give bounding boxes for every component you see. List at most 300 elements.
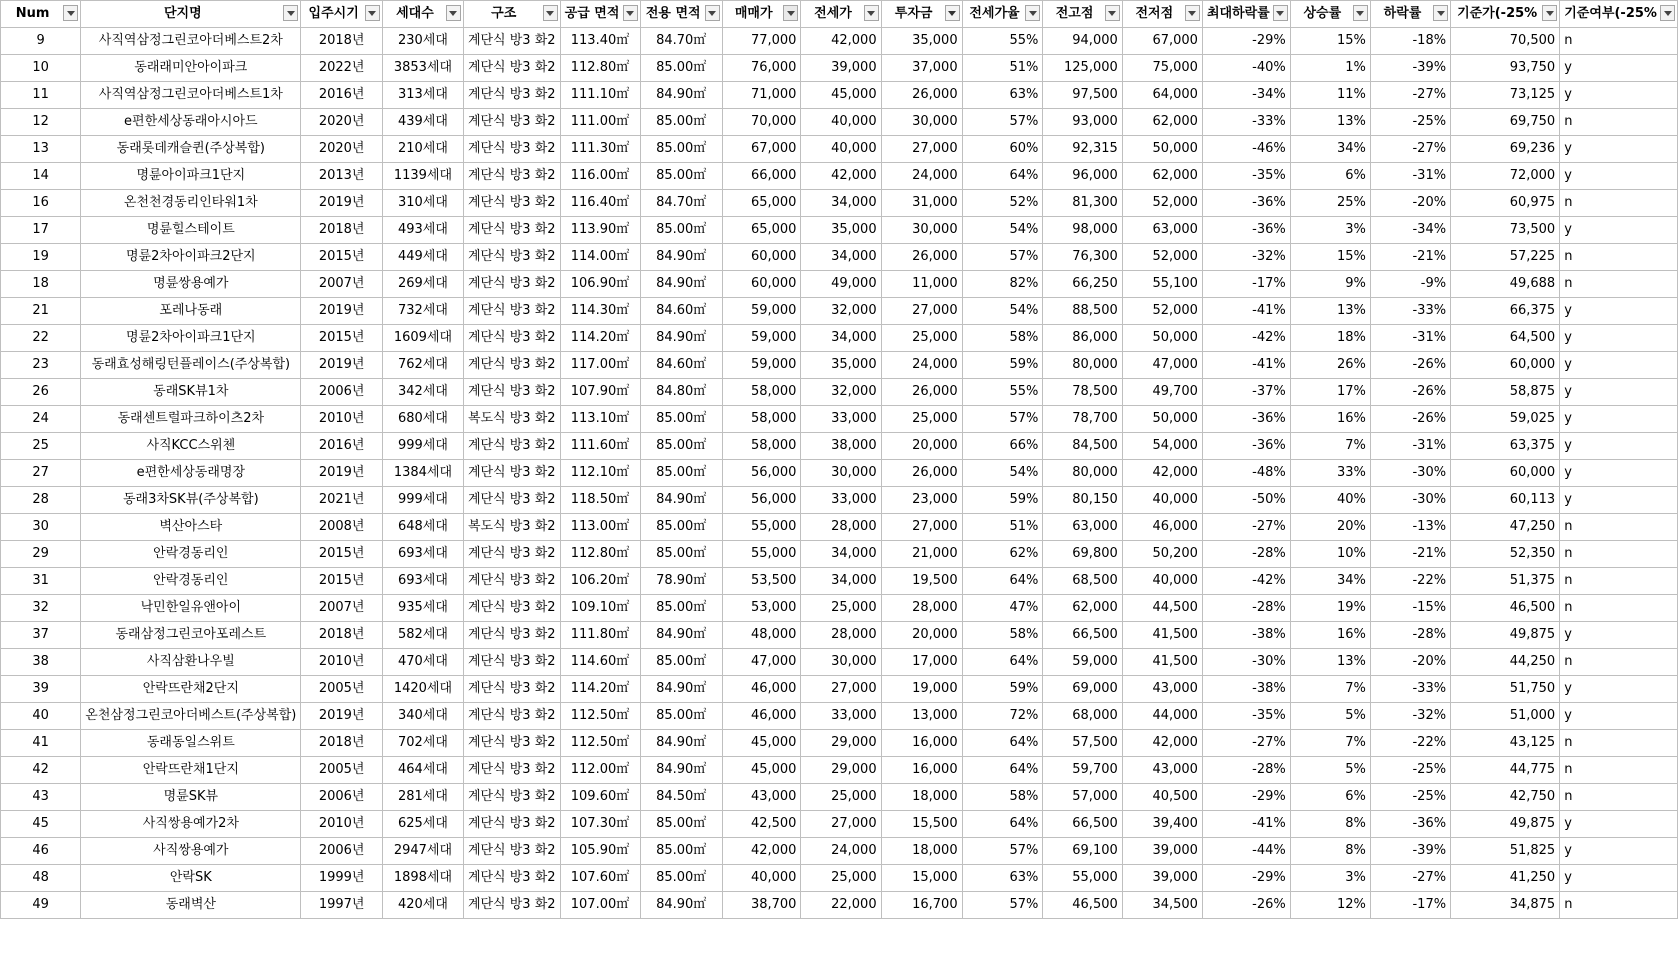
cell-complex-name[interactable]: 명륜쌍용예가	[81, 271, 301, 298]
cell-structure[interactable]: 계단식 방3 화2	[463, 703, 560, 730]
cell-previous-high[interactable]: 84,500	[1043, 433, 1122, 460]
cell-max-drop-rate[interactable]: -40%	[1202, 55, 1290, 82]
cell-base-flag[interactable]: n	[1560, 568, 1678, 595]
cell-previous-high[interactable]: 62,000	[1043, 595, 1122, 622]
cell-max-drop-rate[interactable]: -36%	[1202, 190, 1290, 217]
cell-rise-rate[interactable]: 8%	[1290, 811, 1370, 838]
cell-num[interactable]: 32	[1, 595, 81, 622]
cell-jeonse-ratio[interactable]: 55%	[962, 379, 1043, 406]
cell-base-price[interactable]: 52,350	[1451, 541, 1560, 568]
cell-max-drop-rate[interactable]: -46%	[1202, 136, 1290, 163]
cell-structure[interactable]: 계단식 방3 화2	[463, 325, 560, 352]
cell-max-drop-rate[interactable]: -27%	[1202, 514, 1290, 541]
cell-move-in-year[interactable]: 2010년	[301, 406, 383, 433]
cell-base-price[interactable]: 60,113	[1451, 487, 1560, 514]
cell-households[interactable]: 732세대	[382, 298, 463, 325]
cell-jeonse-ratio[interactable]: 54%	[962, 217, 1043, 244]
cell-supply-area[interactable]: 117.00㎡	[560, 352, 640, 379]
cell-supply-area[interactable]: 111.60㎡	[560, 433, 640, 460]
cell-households[interactable]: 693세대	[382, 541, 463, 568]
cell-rise-rate[interactable]: 11%	[1290, 82, 1370, 109]
cell-previous-high[interactable]: 66,500	[1043, 811, 1122, 838]
cell-base-price[interactable]: 59,025	[1451, 406, 1560, 433]
cell-structure[interactable]: 계단식 방3 화2	[463, 136, 560, 163]
cell-jeonse-ratio[interactable]: 55%	[962, 28, 1043, 55]
cell-num[interactable]: 22	[1, 325, 81, 352]
cell-max-drop-rate[interactable]: -36%	[1202, 217, 1290, 244]
cell-base-price[interactable]: 69,750	[1451, 109, 1560, 136]
cell-jeonse-ratio[interactable]: 47%	[962, 595, 1043, 622]
cell-complex-name[interactable]: 온천삼정그린코아더베스트(주상복합)	[81, 703, 301, 730]
cell-jeonse-ratio[interactable]: 59%	[962, 352, 1043, 379]
cell-move-in-year[interactable]: 2018년	[301, 28, 383, 55]
cell-exclusive-area[interactable]: 84.50㎡	[640, 784, 722, 811]
cell-sale-price[interactable]: 40,000	[722, 865, 801, 892]
cell-sale-price[interactable]: 56,000	[722, 460, 801, 487]
cell-structure[interactable]: 계단식 방3 화2	[463, 82, 560, 109]
cell-base-flag[interactable]: y	[1560, 217, 1678, 244]
cell-complex-name[interactable]: 포레나동래	[81, 298, 301, 325]
cell-jeonse-ratio[interactable]: 63%	[962, 865, 1043, 892]
cell-base-flag[interactable]: y	[1560, 163, 1678, 190]
cell-jeonse-price[interactable]: 35,000	[801, 217, 881, 244]
cell-complex-name[interactable]: 사직역삼정그린코아더베스트2차	[81, 28, 301, 55]
cell-supply-area[interactable]: 118.50㎡	[560, 487, 640, 514]
cell-base-price[interactable]: 63,375	[1451, 433, 1560, 460]
cell-drop-rate[interactable]: -32%	[1370, 703, 1450, 730]
header-investment[interactable]	[881, 1, 962, 28]
cell-supply-area[interactable]: 112.10㎡	[560, 460, 640, 487]
cell-structure[interactable]: 계단식 방3 화2	[463, 865, 560, 892]
cell-supply-area[interactable]: 116.00㎡	[560, 163, 640, 190]
cell-previous-high[interactable]: 94,000	[1043, 28, 1122, 55]
cell-sale-price[interactable]: 53,000	[722, 595, 801, 622]
cell-exclusive-area[interactable]: 84.90㎡	[640, 271, 722, 298]
cell-move-in-year[interactable]: 2019년	[301, 298, 383, 325]
cell-base-price[interactable]: 57,225	[1451, 244, 1560, 271]
cell-complex-name[interactable]: 사직KCC스위첸	[81, 433, 301, 460]
cell-complex-name[interactable]: 동래벽산	[81, 892, 301, 919]
header-complex-name[interactable]	[81, 1, 301, 28]
cell-rise-rate[interactable]: 13%	[1290, 649, 1370, 676]
header-max-drop-rate[interactable]	[1202, 1, 1290, 28]
filter-dropdown-icon[interactable]	[446, 5, 461, 21]
cell-investment[interactable]: 21,000	[881, 541, 962, 568]
cell-jeonse-price[interactable]: 24,000	[801, 838, 881, 865]
cell-households[interactable]: 470세대	[382, 649, 463, 676]
cell-rise-rate[interactable]: 26%	[1290, 352, 1370, 379]
cell-sale-price[interactable]: 53,500	[722, 568, 801, 595]
cell-structure[interactable]: 계단식 방3 화2	[463, 55, 560, 82]
cell-base-price[interactable]: 42,750	[1451, 784, 1560, 811]
cell-max-drop-rate[interactable]: -42%	[1202, 325, 1290, 352]
cell-base-price[interactable]: 66,375	[1451, 298, 1560, 325]
cell-households[interactable]: 342세대	[382, 379, 463, 406]
cell-sale-price[interactable]: 42,000	[722, 838, 801, 865]
cell-complex-name[interactable]: 명륜2차아이파크1단지	[81, 325, 301, 352]
cell-move-in-year[interactable]: 2010년	[301, 649, 383, 676]
filter-dropdown-icon[interactable]	[1433, 5, 1448, 21]
cell-base-flag[interactable]: n	[1560, 595, 1678, 622]
cell-base-price[interactable]: 43,125	[1451, 730, 1560, 757]
cell-base-price[interactable]: 47,250	[1451, 514, 1560, 541]
filter-dropdown-icon[interactable]	[945, 5, 960, 21]
cell-base-flag[interactable]: y	[1560, 136, 1678, 163]
cell-complex-name[interactable]: 동래센트럴파크하이츠2차	[81, 406, 301, 433]
cell-jeonse-ratio[interactable]: 57%	[962, 892, 1043, 919]
cell-investment[interactable]: 30,000	[881, 217, 962, 244]
cell-move-in-year[interactable]: 2006년	[301, 784, 383, 811]
cell-jeonse-price[interactable]: 30,000	[801, 460, 881, 487]
cell-drop-rate[interactable]: -15%	[1370, 595, 1450, 622]
cell-supply-area[interactable]: 112.80㎡	[560, 55, 640, 82]
cell-investment[interactable]: 24,000	[881, 352, 962, 379]
cell-investment[interactable]: 35,000	[881, 28, 962, 55]
cell-max-drop-rate[interactable]: -37%	[1202, 379, 1290, 406]
cell-sale-price[interactable]: 47,000	[722, 649, 801, 676]
cell-base-flag[interactable]: n	[1560, 109, 1678, 136]
header-drop-rate[interactable]	[1370, 1, 1450, 28]
filter-dropdown-icon[interactable]	[365, 5, 380, 21]
cell-jeonse-ratio[interactable]: 58%	[962, 622, 1043, 649]
cell-drop-rate[interactable]: -31%	[1370, 433, 1450, 460]
cell-max-drop-rate[interactable]: -27%	[1202, 730, 1290, 757]
cell-sale-price[interactable]: 45,000	[722, 730, 801, 757]
cell-sale-price[interactable]: 46,000	[722, 703, 801, 730]
cell-drop-rate[interactable]: -33%	[1370, 298, 1450, 325]
cell-max-drop-rate[interactable]: -17%	[1202, 271, 1290, 298]
cell-exclusive-area[interactable]: 84.60㎡	[640, 352, 722, 379]
cell-move-in-year[interactable]: 2016년	[301, 433, 383, 460]
filter-dropdown-icon[interactable]	[543, 5, 558, 21]
header-structure[interactable]	[463, 1, 560, 28]
cell-supply-area[interactable]: 116.40㎡	[560, 190, 640, 217]
cell-investment[interactable]: 16,700	[881, 892, 962, 919]
cell-exclusive-area[interactable]: 85.00㎡	[640, 703, 722, 730]
cell-investment[interactable]: 16,000	[881, 730, 962, 757]
cell-rise-rate[interactable]: 10%	[1290, 541, 1370, 568]
cell-rise-rate[interactable]: 16%	[1290, 406, 1370, 433]
cell-jeonse-ratio[interactable]: 64%	[962, 568, 1043, 595]
cell-max-drop-rate[interactable]: -29%	[1202, 784, 1290, 811]
cell-base-price[interactable]: 44,775	[1451, 757, 1560, 784]
cell-move-in-year[interactable]: 2013년	[301, 163, 383, 190]
cell-rise-rate[interactable]: 1%	[1290, 55, 1370, 82]
cell-move-in-year[interactable]: 1999년	[301, 865, 383, 892]
header-base-flag[interactable]	[1560, 1, 1678, 28]
cell-drop-rate[interactable]: -28%	[1370, 622, 1450, 649]
cell-jeonse-price[interactable]: 40,000	[801, 109, 881, 136]
cell-investment[interactable]: 27,000	[881, 136, 962, 163]
cell-num[interactable]: 18	[1, 271, 81, 298]
cell-complex-name[interactable]: 안락뜨란채1단지	[81, 757, 301, 784]
cell-structure[interactable]: 계단식 방3 화2	[463, 676, 560, 703]
cell-exclusive-area[interactable]: 85.00㎡	[640, 865, 722, 892]
cell-exclusive-area[interactable]: 78.90㎡	[640, 568, 722, 595]
filter-dropdown-icon[interactable]	[283, 5, 298, 21]
cell-base-flag[interactable]: n	[1560, 730, 1678, 757]
cell-investment[interactable]: 16,000	[881, 757, 962, 784]
cell-exclusive-area[interactable]: 84.90㎡	[640, 244, 722, 271]
cell-move-in-year[interactable]: 2015년	[301, 325, 383, 352]
cell-supply-area[interactable]: 111.80㎡	[560, 622, 640, 649]
cell-households[interactable]: 935세대	[382, 595, 463, 622]
cell-drop-rate[interactable]: -22%	[1370, 568, 1450, 595]
cell-exclusive-area[interactable]: 85.00㎡	[640, 595, 722, 622]
cell-previous-low[interactable]: 50,000	[1122, 136, 1202, 163]
cell-jeonse-ratio[interactable]: 64%	[962, 730, 1043, 757]
cell-move-in-year[interactable]: 2018년	[301, 730, 383, 757]
cell-move-in-year[interactable]: 2006년	[301, 838, 383, 865]
cell-jeonse-price[interactable]: 34,000	[801, 568, 881, 595]
cell-rise-rate[interactable]: 33%	[1290, 460, 1370, 487]
cell-sale-price[interactable]: 67,000	[722, 136, 801, 163]
cell-complex-name[interactable]: e편한세상동래명장	[81, 460, 301, 487]
cell-previous-high[interactable]: 80,000	[1043, 460, 1122, 487]
cell-exclusive-area[interactable]: 85.00㎡	[640, 109, 722, 136]
cell-investment[interactable]: 26,000	[881, 379, 962, 406]
cell-drop-rate[interactable]: -20%	[1370, 649, 1450, 676]
cell-previous-low[interactable]: 62,000	[1122, 163, 1202, 190]
cell-households[interactable]: 439세대	[382, 109, 463, 136]
cell-supply-area[interactable]: 107.60㎡	[560, 865, 640, 892]
cell-exclusive-area[interactable]: 85.00㎡	[640, 406, 722, 433]
cell-max-drop-rate[interactable]: -29%	[1202, 865, 1290, 892]
cell-previous-high[interactable]: 69,000	[1043, 676, 1122, 703]
cell-supply-area[interactable]: 112.00㎡	[560, 757, 640, 784]
cell-drop-rate[interactable]: -26%	[1370, 406, 1450, 433]
cell-supply-area[interactable]: 114.00㎡	[560, 244, 640, 271]
cell-investment[interactable]: 26,000	[881, 460, 962, 487]
cell-exclusive-area[interactable]: 85.00㎡	[640, 136, 722, 163]
cell-num[interactable]: 25	[1, 433, 81, 460]
cell-jeonse-ratio[interactable]: 57%	[962, 109, 1043, 136]
cell-supply-area[interactable]: 112.50㎡	[560, 703, 640, 730]
cell-supply-area[interactable]: 114.60㎡	[560, 649, 640, 676]
cell-previous-low[interactable]: 40,000	[1122, 487, 1202, 514]
cell-investment[interactable]: 26,000	[881, 82, 962, 109]
cell-sale-price[interactable]: 65,000	[722, 217, 801, 244]
header-jeonse-price[interactable]	[801, 1, 881, 28]
cell-exclusive-area[interactable]: 84.90㎡	[640, 757, 722, 784]
cell-households[interactable]: 281세대	[382, 784, 463, 811]
cell-complex-name[interactable]: 온천천경동리인타워1차	[81, 190, 301, 217]
cell-households[interactable]: 210세대	[382, 136, 463, 163]
cell-investment[interactable]: 25,000	[881, 325, 962, 352]
cell-base-flag[interactable]: n	[1560, 541, 1678, 568]
cell-drop-rate[interactable]: -39%	[1370, 838, 1450, 865]
cell-jeonse-ratio[interactable]: 57%	[962, 838, 1043, 865]
cell-drop-rate[interactable]: -34%	[1370, 217, 1450, 244]
cell-rise-rate[interactable]: 12%	[1290, 892, 1370, 919]
cell-households[interactable]: 1898세대	[382, 865, 463, 892]
cell-max-drop-rate[interactable]: -38%	[1202, 676, 1290, 703]
cell-num[interactable]: 48	[1, 865, 81, 892]
cell-move-in-year[interactable]: 2006년	[301, 379, 383, 406]
cell-supply-area[interactable]: 113.90㎡	[560, 217, 640, 244]
cell-drop-rate[interactable]: -31%	[1370, 163, 1450, 190]
cell-complex-name[interactable]: 동래동일스위트	[81, 730, 301, 757]
cell-previous-low[interactable]: 62,000	[1122, 109, 1202, 136]
cell-num[interactable]: 41	[1, 730, 81, 757]
cell-households[interactable]: 680세대	[382, 406, 463, 433]
cell-num[interactable]: 30	[1, 514, 81, 541]
cell-base-price[interactable]: 49,875	[1451, 622, 1560, 649]
cell-investment[interactable]: 23,000	[881, 487, 962, 514]
cell-exclusive-area[interactable]: 84.90㎡	[640, 892, 722, 919]
cell-exclusive-area[interactable]: 85.00㎡	[640, 460, 722, 487]
cell-previous-high[interactable]: 63,000	[1043, 514, 1122, 541]
cell-drop-rate[interactable]: -22%	[1370, 730, 1450, 757]
cell-move-in-year[interactable]: 2018년	[301, 622, 383, 649]
cell-drop-rate[interactable]: -25%	[1370, 109, 1450, 136]
cell-previous-high[interactable]: 66,500	[1043, 622, 1122, 649]
cell-jeonse-price[interactable]: 28,000	[801, 622, 881, 649]
cell-base-flag[interactable]: y	[1560, 865, 1678, 892]
cell-base-flag[interactable]: n	[1560, 757, 1678, 784]
cell-jeonse-price[interactable]: 45,000	[801, 82, 881, 109]
cell-rise-rate[interactable]: 16%	[1290, 622, 1370, 649]
cell-jeonse-ratio[interactable]: 54%	[962, 460, 1043, 487]
cell-complex-name[interactable]: 동래삼정그린코아포레스트	[81, 622, 301, 649]
cell-move-in-year[interactable]: 2005년	[301, 676, 383, 703]
cell-base-price[interactable]: 93,750	[1451, 55, 1560, 82]
cell-base-price[interactable]: 73,125	[1451, 82, 1560, 109]
cell-previous-low[interactable]: 55,100	[1122, 271, 1202, 298]
cell-structure[interactable]: 계단식 방3 화2	[463, 622, 560, 649]
cell-jeonse-price[interactable]: 35,000	[801, 352, 881, 379]
cell-num[interactable]: 43	[1, 784, 81, 811]
cell-households[interactable]: 1420세대	[382, 676, 463, 703]
cell-previous-low[interactable]: 44,500	[1122, 595, 1202, 622]
cell-rise-rate[interactable]: 40%	[1290, 487, 1370, 514]
filter-dropdown-icon[interactable]	[63, 5, 78, 21]
cell-drop-rate[interactable]: -21%	[1370, 541, 1450, 568]
cell-jeonse-price[interactable]: 34,000	[801, 190, 881, 217]
cell-supply-area[interactable]: 107.90㎡	[560, 379, 640, 406]
cell-max-drop-rate[interactable]: -33%	[1202, 109, 1290, 136]
cell-max-drop-rate[interactable]: -26%	[1202, 892, 1290, 919]
cell-rise-rate[interactable]: 13%	[1290, 109, 1370, 136]
cell-previous-low[interactable]: 47,000	[1122, 352, 1202, 379]
cell-move-in-year[interactable]: 2005년	[301, 757, 383, 784]
cell-move-in-year[interactable]: 2015년	[301, 568, 383, 595]
cell-structure[interactable]: 계단식 방3 화2	[463, 244, 560, 271]
cell-rise-rate[interactable]: 6%	[1290, 784, 1370, 811]
header-previous-high[interactable]	[1043, 1, 1122, 28]
cell-complex-name[interactable]: 낙민한일유앤아이	[81, 595, 301, 622]
cell-households[interactable]: 3853세대	[382, 55, 463, 82]
cell-sale-price[interactable]: 56,000	[722, 487, 801, 514]
cell-structure[interactable]: 계단식 방3 화2	[463, 379, 560, 406]
cell-previous-high[interactable]: 80,150	[1043, 487, 1122, 514]
cell-previous-high[interactable]: 86,000	[1043, 325, 1122, 352]
cell-investment[interactable]: 20,000	[881, 433, 962, 460]
cell-jeonse-ratio[interactable]: 59%	[962, 676, 1043, 703]
cell-base-flag[interactable]: y	[1560, 433, 1678, 460]
cell-supply-area[interactable]: 111.10㎡	[560, 82, 640, 109]
header-move-in-year[interactable]	[301, 1, 383, 28]
cell-previous-high[interactable]: 93,000	[1043, 109, 1122, 136]
cell-move-in-year[interactable]: 2007년	[301, 595, 383, 622]
cell-drop-rate[interactable]: -31%	[1370, 325, 1450, 352]
cell-structure[interactable]: 계단식 방3 화2	[463, 568, 560, 595]
cell-max-drop-rate[interactable]: -28%	[1202, 757, 1290, 784]
cell-max-drop-rate[interactable]: -48%	[1202, 460, 1290, 487]
cell-rise-rate[interactable]: 18%	[1290, 325, 1370, 352]
cell-exclusive-area[interactable]: 84.90㎡	[640, 730, 722, 757]
cell-previous-low[interactable]: 41,500	[1122, 622, 1202, 649]
cell-households[interactable]: 493세대	[382, 217, 463, 244]
cell-complex-name[interactable]: 동래롯데캐슬퀸(주상복합)	[81, 136, 301, 163]
cell-base-flag[interactable]: n	[1560, 649, 1678, 676]
cell-previous-high[interactable]: 66,250	[1043, 271, 1122, 298]
cell-base-flag[interactable]: n	[1560, 190, 1678, 217]
cell-jeonse-price[interactable]: 49,000	[801, 271, 881, 298]
cell-supply-area[interactable]: 114.20㎡	[560, 676, 640, 703]
cell-jeonse-price[interactable]: 22,000	[801, 892, 881, 919]
cell-base-flag[interactable]: y	[1560, 622, 1678, 649]
cell-max-drop-rate[interactable]: -41%	[1202, 298, 1290, 325]
cell-jeonse-ratio[interactable]: 51%	[962, 55, 1043, 82]
cell-complex-name[interactable]: 벽산아스타	[81, 514, 301, 541]
cell-complex-name[interactable]: 안락경동리인	[81, 541, 301, 568]
cell-households[interactable]: 1384세대	[382, 460, 463, 487]
cell-max-drop-rate[interactable]: -34%	[1202, 82, 1290, 109]
cell-move-in-year[interactable]: 2015년	[301, 541, 383, 568]
cell-max-drop-rate[interactable]: -42%	[1202, 568, 1290, 595]
cell-base-price[interactable]: 69,236	[1451, 136, 1560, 163]
cell-max-drop-rate[interactable]: -35%	[1202, 703, 1290, 730]
cell-previous-high[interactable]: 59,000	[1043, 649, 1122, 676]
cell-base-flag[interactable]: y	[1560, 82, 1678, 109]
cell-supply-area[interactable]: 112.50㎡	[560, 730, 640, 757]
cell-previous-low[interactable]: 40,500	[1122, 784, 1202, 811]
cell-num[interactable]: 40	[1, 703, 81, 730]
cell-jeonse-price[interactable]: 29,000	[801, 730, 881, 757]
cell-rise-rate[interactable]: 19%	[1290, 595, 1370, 622]
cell-move-in-year[interactable]: 2019년	[301, 460, 383, 487]
cell-sale-price[interactable]: 43,000	[722, 784, 801, 811]
cell-structure[interactable]: 계단식 방3 화2	[463, 541, 560, 568]
cell-num[interactable]: 9	[1, 28, 81, 55]
cell-supply-area[interactable]: 113.10㎡	[560, 406, 640, 433]
cell-complex-name[interactable]: 명륜힐스테이트	[81, 217, 301, 244]
cell-previous-high[interactable]: 96,000	[1043, 163, 1122, 190]
cell-previous-low[interactable]: 34,500	[1122, 892, 1202, 919]
cell-structure[interactable]: 계단식 방3 화2	[463, 352, 560, 379]
cell-base-flag[interactable]: y	[1560, 298, 1678, 325]
cell-num[interactable]: 21	[1, 298, 81, 325]
cell-rise-rate[interactable]: 34%	[1290, 136, 1370, 163]
cell-complex-name[interactable]: 사직삼환나우빌	[81, 649, 301, 676]
cell-structure[interactable]: 계단식 방3 화2	[463, 784, 560, 811]
cell-num[interactable]: 29	[1, 541, 81, 568]
cell-previous-low[interactable]: 43,000	[1122, 676, 1202, 703]
cell-move-in-year[interactable]: 1997년	[301, 892, 383, 919]
cell-structure[interactable]: 계단식 방3 화2	[463, 109, 560, 136]
cell-sale-price[interactable]: 59,000	[722, 352, 801, 379]
cell-sale-price[interactable]: 59,000	[722, 298, 801, 325]
cell-drop-rate[interactable]: -27%	[1370, 865, 1450, 892]
cell-base-flag[interactable]: n	[1560, 784, 1678, 811]
cell-jeonse-price[interactable]: 25,000	[801, 784, 881, 811]
cell-jeonse-ratio[interactable]: 58%	[962, 784, 1043, 811]
filter-dropdown-icon[interactable]	[1185, 5, 1200, 21]
cell-exclusive-area[interactable]: 84.90㎡	[640, 676, 722, 703]
cell-previous-high[interactable]: 78,700	[1043, 406, 1122, 433]
cell-structure[interactable]: 계단식 방3 화2	[463, 28, 560, 55]
